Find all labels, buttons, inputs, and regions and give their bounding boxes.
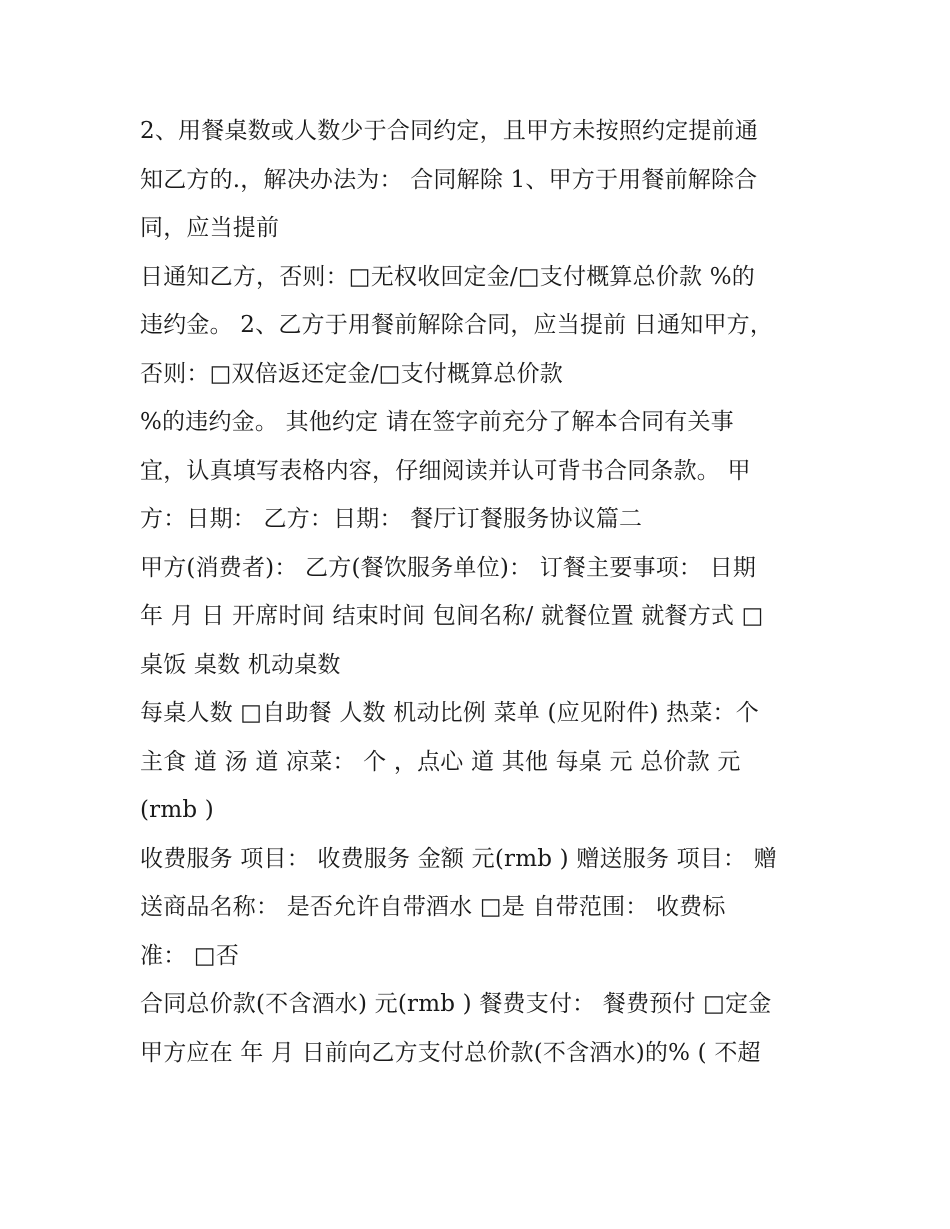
text-line: 违约金。 2、乙方于用餐前解除合同，应当提前 日通知甲方， <box>140 312 774 338</box>
text-line: 年 月 日 开席时间 结束时间 包间名称/ 就餐位置 就餐方式 □ <box>140 603 764 629</box>
text-line: 主食 道 汤 道 凉菜： 个 ，点心 道 其他 每桌 元 总价款 元 <box>140 748 741 775</box>
document-body <box>140 107 810 1077</box>
text-line: 方：日期： 乙方：日期： 餐厅订餐服务协议篇二 <box>140 506 643 532</box>
text-line: 准： □否 <box>140 942 240 969</box>
text-line: 甲方应在 年 月 日前向乙方支付总价款(不含酒水)的% ( 不超 <box>140 1039 761 1066</box>
text-line: 送商品名称： 是否允许自带酒水 □是 自带范围： 收费标 <box>140 894 726 920</box>
text-line: 日通知乙方，否则：□无权收回定金/□支付概算总价款 %的 <box>140 263 755 290</box>
text-line: 每桌人数 □自助餐 人数 机动比例 菜单 (应见附件) 热菜：个 <box>140 700 759 726</box>
text-line: 合同总价款(不含酒水) 元(rmb ) 餐费支付： 餐费预付 □定金 <box>140 991 772 1017</box>
text-line: 收费服务 项目： 收费服务 金额 元(rmb ) 赠送服务 项目： 赠 <box>140 845 777 872</box>
text-line: 2、用餐桌数或人数少于合同约定，且甲方未按照约定提前通 <box>140 118 759 144</box>
text-line: 同，应当提前 <box>140 215 280 241</box>
text-line: 否则：□双倍返还定金/□支付概算总价款 <box>140 360 564 387</box>
text-line: (rmb ) <box>140 797 214 823</box>
text-line: 知乙方的.，解决办法为： 合同解除 1、甲方于用餐前解除合 <box>140 166 758 193</box>
text-line: 宜，认真填写表格内容，仔细阅读并认可背书合同条款。 甲 <box>140 457 751 484</box>
text-line: 桌饭 桌数 机动桌数 <box>140 651 341 678</box>
text-line: 甲方(消费者)： 乙方(餐饮服务单位)： 订餐主要事项： 日期 <box>140 554 757 581</box>
text-line: %的违约金。 其他约定 请在签字前充分了解本合同有关事 <box>140 409 734 435</box>
